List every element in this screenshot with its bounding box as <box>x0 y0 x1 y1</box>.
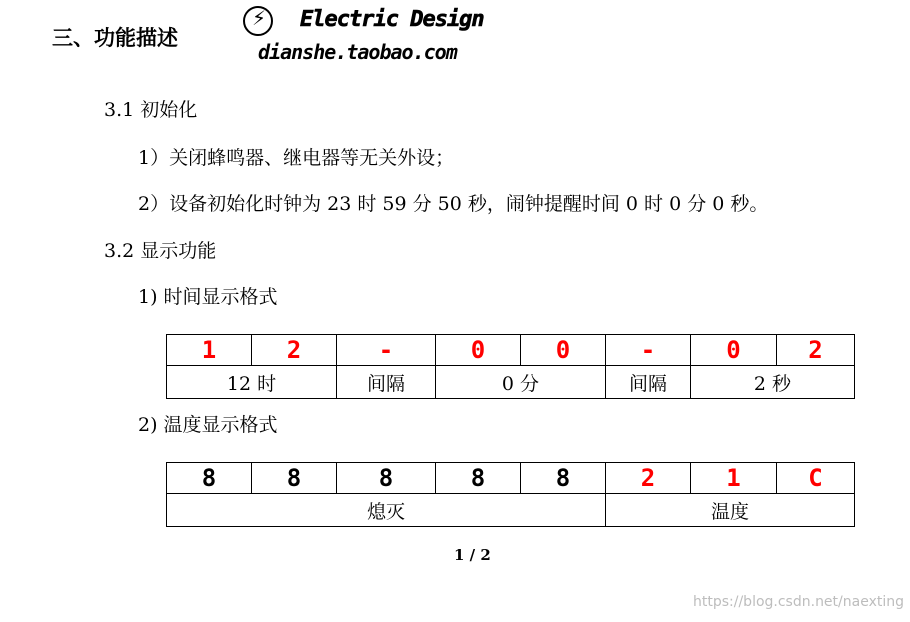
off-digits-label: 熄灭 <box>167 494 606 527</box>
temp-format-table <box>166 462 855 527</box>
segment-digit: 1 <box>691 463 777 494</box>
segment-digit: 1 <box>167 335 252 366</box>
segment-digit: 2 <box>777 335 855 366</box>
segment-separator: - <box>337 335 436 366</box>
segment-digit: 2 <box>252 335 337 366</box>
segment-digit: 0 <box>691 335 777 366</box>
time-hours-label: 12 时 <box>167 366 337 399</box>
time-seconds-label: 2 秒 <box>691 366 855 399</box>
init-item-1: 1）关闭蜂鸣器、继电器等无关外设； <box>138 147 455 169</box>
segment-digit-off: 8 <box>436 463 521 494</box>
time-minutes-label: 0 分 <box>436 366 606 399</box>
temperature-label: 温度 <box>606 494 855 527</box>
segment-digit-off: 8 <box>337 463 436 494</box>
page-number: 1 / 2 <box>454 546 491 564</box>
subsection-display-title: 3.2 显示功能 <box>104 240 217 262</box>
segment-unit: C <box>777 463 855 494</box>
segment-digit: 0 <box>521 335 606 366</box>
segment-digit-off: 8 <box>167 463 252 494</box>
logo-url: dianshe.taobao.com <box>258 40 457 64</box>
subsection-init-title: 3.1 初始化 <box>104 99 198 121</box>
watermark: https://blog.csdn.net/naexting <box>693 594 904 610</box>
lightning-bolt-icon: ⚡ <box>252 6 267 30</box>
section-heading: 三、功能描述 <box>52 26 178 50</box>
segment-digit: 0 <box>436 335 521 366</box>
temp-format-label: 2) 温度显示格式 <box>138 414 278 436</box>
init-item-2: 2）设备初始化时钟为 23 时 59 分 50 秒，闹钟提醒时间 0 时 0 分 0 秒。 <box>138 193 769 215</box>
segment-digit: 2 <box>606 463 691 494</box>
segment-separator: - <box>606 335 691 366</box>
logo-title: Electric Design <box>300 7 484 32</box>
time-format-table <box>166 334 855 399</box>
time-separator-label: 间隔 <box>606 366 691 399</box>
segment-digit-off: 8 <box>252 463 337 494</box>
time-separator-label: 间隔 <box>337 366 436 399</box>
time-format-label: 1) 时间显示格式 <box>138 286 278 308</box>
segment-digit-off: 8 <box>521 463 606 494</box>
